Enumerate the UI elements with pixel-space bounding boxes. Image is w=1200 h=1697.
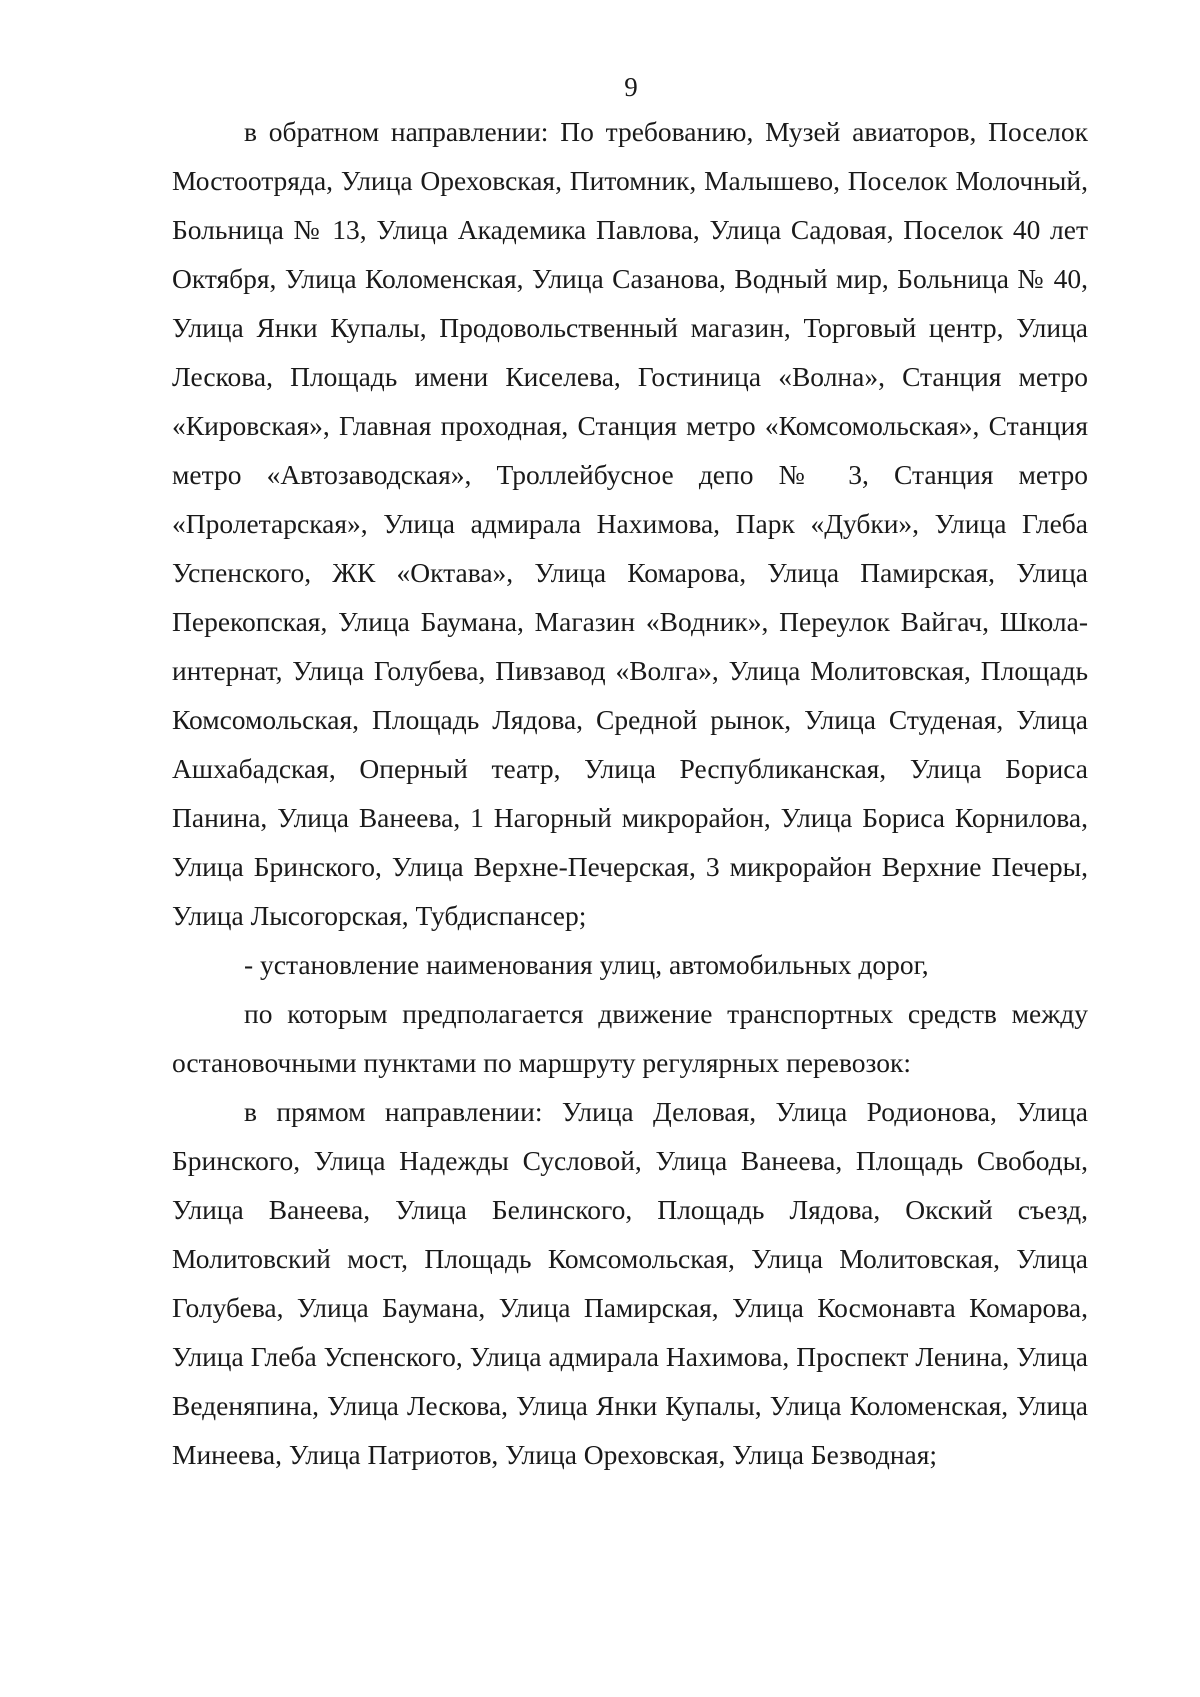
- paragraph-forward-direction-streets: в прямом направлении: Улица Деловая, Улица Родионова, Улица Бринского, Улица Надежды Сусловой, Улица Ванеева, Площадь Свободы, Улица Ванеева, Улица Белинского, Площадь Лядова, Окский съезд, Молитовский мост, Площадь Комсомольская, Улица Молитовская, Улица Голубева, Улица Баумана, Улица Памирская, Улица Космонавта Комарова, Улица Глеба Успенского, Улица адмирала Нахимова, Проспект Ленина, Улица Веденяпина, Улица Лескова, Улица Янки Купалы, Улица Коломенская, Улица Минеева, Улица Патриотов, Улица Ореховская, Улица Безводная;: [172, 1096, 1088, 1470]
- document-body: [172, 107, 1088, 1479]
- paragraph-return-direction-stops: в обратном направлении: По требованию, Музей авиаторов, Поселок Мостоотряда, Улица Ореховская, Питомник, Малышево, Поселок Молочный, Больница № 13, Улица Академика Павлова, Улица Садовая, Поселок 40 лет Октября, Улица Коломенская, Улица Сазанова, Водный мир, Больница № 40, Улица Янки Купалы, Продовольственный магазин, Торговый центр, Улица Лескова, Площадь имени Киселева, Гостиница «Волна», Станция метро «Кировская», Главная проходная, Станция метро «Комсомольская», Станция метро «Автозаводская», Троллейбусное депо № 3, Станция метро «Пролетарская», Улица адмирала Нахимова, Парк «Дубки», Улица Глеба Успенского, ЖК «Октава», Улица Комарова, Улица Памирская, Улица Перекопская, Улица Баумана, Магазин «Водник», Переулок Вайгач, Школа-интернат, Улица Голубева, Пивзавод «Волга», Улица Молитовская, Площадь Комсомольская, Площадь Лядова, Средной рынок, Улица Студеная, Улица Ашхабадская, Оперный театр, Улица Республиканская, Улица Бориса Панина, Улица Ванеева, 1 Нагорный микрорайон, Улица Бориса Корнилова, Улица Бринского, Улица Верхне-Печерская, 3 микрорайон Верхние Печеры, Улица Лысогорская, Тубдиспансер;: [172, 116, 1088, 931]
- paragraph-route-description: по которым предполагается движение транспортных средств между остановочными пунктами по маршруту регулярных перевозок:: [172, 998, 1088, 1078]
- paragraph-street-names-heading: - установление наименования улиц, автомобильных дорог,: [244, 949, 929, 980]
- page-number: 9: [624, 72, 638, 102]
